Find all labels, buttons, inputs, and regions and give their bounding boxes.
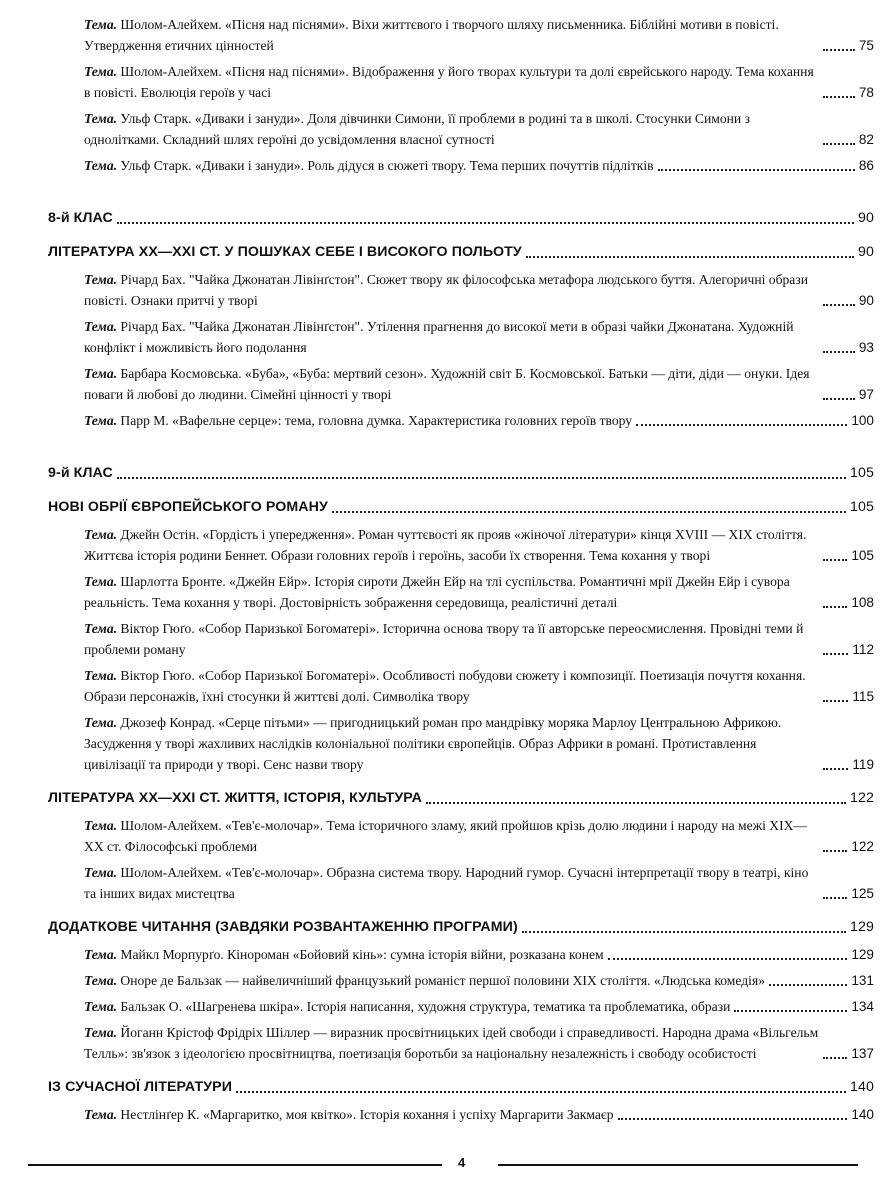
toc-entry[interactable] [0, 996, 886, 1017]
dot-leader [823, 652, 848, 655]
dot-leader [823, 95, 855, 98]
dot-leader [618, 1117, 848, 1120]
toc-entry[interactable] [0, 665, 886, 707]
toc-entry[interactable] [0, 815, 886, 857]
topic-label: Тема. [84, 17, 118, 32]
dot-leader [823, 142, 855, 145]
page-number: 119 [852, 757, 874, 772]
toc-entry[interactable] [0, 363, 886, 405]
entry-title: Нестлінґер К. «Маргаритко, моя квітко». Історія кохання і успіху Маргарити Закмаєр [120, 1107, 614, 1122]
dot-leader [117, 476, 846, 479]
dot-leader [426, 801, 846, 804]
section-title: 8-й КЛАС [48, 210, 113, 226]
topic-label: Тема. [84, 973, 118, 988]
toc-section-grade-8[interactable] [0, 208, 886, 229]
footer-rule-right [498, 1164, 858, 1166]
dot-leader [823, 849, 847, 852]
entry-title: Парр М. «Вафельне серце»: тема, головна думка. Характеристика головних героїв твору [120, 413, 633, 428]
topic-label: Тема. [84, 64, 118, 79]
topic-label: Тема. [84, 574, 118, 589]
page-number: 137 [851, 1046, 874, 1061]
entry-title: Джозеф Конрад. «Серце пітьми» — пригодницький роман про мандрівку моряка Марлоу Центральною Африкою. Засудження у творі жахливих наслідків колоніальної політики європейців. Образ Африки в романі. Протиставлення цивілізації та природи у творі. Сенс назви твору [84, 715, 782, 772]
entry-title: Віктор Гюґо. «Собор Паризької Богоматері». Історична основа твору та її авторське переосмислення. Провідні теми й проблеми роману [84, 621, 804, 657]
page-number: 82 [858, 132, 874, 147]
toc-entry[interactable] [0, 108, 886, 150]
entry-title: Річард Бах. "Чайка Джонатан Лівінґстон". Сюжет твору як філософська метафора людського буття. Алегоричні образи повісті. Ознаки притчі у творі [84, 272, 808, 308]
topic-label: Тема. [84, 865, 118, 880]
dot-leader [823, 303, 855, 306]
dot-leader [823, 605, 847, 608]
page-number: 134 [851, 999, 874, 1014]
toc-entry[interactable] [0, 970, 886, 991]
page-number: 105 [851, 548, 874, 563]
toc-entry[interactable] [0, 862, 886, 904]
page-number: 125 [851, 886, 874, 901]
toc-section[interactable] [0, 917, 886, 938]
toc-entry[interactable] [0, 61, 886, 103]
entry-title: Шолом-Алейхем. «Тев'є-молочар». Образна система твору. Народний гумор. Сучасні інтерпретації твору в театрі, кіно та інших видах мистецтва [84, 865, 809, 901]
page-number: 90 [858, 210, 874, 226]
section-title: 9-й КЛАС [48, 465, 113, 481]
toc-entry[interactable] [0, 1104, 886, 1125]
topic-label: Тема. [84, 668, 118, 683]
toc-entry[interactable] [0, 14, 886, 56]
dot-leader [823, 767, 848, 770]
spacer [0, 436, 886, 450]
entry-title: Джейн Остін. «Гордість і упередження». Роман чуттєвості як прояв «жіночої літератури» кінця XVIII — XIX століття. Життєва історія родини Беннет. Образи головних героїв і героїнь, засоби їх створення. Тема кохання у творі [84, 527, 807, 563]
entry-title: Віктор Гюґо. «Собор Паризької Богоматері». Особливості побудови сюжету і композиції. Поетизація почуття кохання. Образи персонажів, їхні стосунки й життєві долі. Символіка твору [84, 668, 806, 704]
topic-label: Тема. [84, 947, 118, 962]
page-number: 129 [850, 919, 874, 935]
toc-entry[interactable] [0, 524, 886, 566]
page-number: 93 [858, 340, 874, 355]
topic-label: Тема. [84, 715, 118, 730]
page-number: 97 [858, 387, 874, 402]
toc-section[interactable] [0, 242, 886, 263]
topic-label: Тема. [84, 621, 118, 636]
dot-leader [823, 350, 855, 353]
topic-label: Тема. [84, 319, 118, 334]
entry-title: Йоганн Крістоф Фрідріх Шіллер — виразник просвітницьких ідей свободи і справедливості. Народна драма «Вільгельм Телль»: зв'язок з ідеологією просвітництва, поетизація боротьби за національну незалежність і свободу особистості [84, 1025, 819, 1061]
page-number: 78 [858, 85, 874, 100]
dot-leader [636, 423, 847, 426]
dot-leader [823, 1056, 847, 1059]
section-title: ІЗ СУЧАСНОЇ ЛІТЕРАТУРИ [48, 1079, 233, 1095]
topic-label: Тема. [84, 366, 118, 381]
page-number: 105 [850, 465, 874, 481]
toc-entry[interactable] [0, 571, 886, 613]
entry-title: Шолом-Алейхем. «Тев'є-молочар». Тема історичного зламу, який пройшов крізь долю людини і народу на межі XIX—XX ст. Філософські проблеми [84, 818, 808, 854]
topic-label: Тема. [84, 999, 118, 1014]
dot-leader [236, 1090, 846, 1093]
entry-title: Майкл Морпурґо. Кінороман «Бойовий кінь»: сумна історія війни, розказана конем [120, 947, 604, 962]
page-number: 112 [852, 642, 874, 657]
dot-leader [823, 397, 855, 400]
page-number: 122 [851, 839, 874, 854]
entry-title: Ульф Старк. «Диваки і зануди». Роль дідуся в сюжеті твору. Тема перших почуттів підлітків [120, 158, 654, 173]
entry-title: Бальзак О. «Шагренева шкіра». Історія написання, художня структура, тематика та проблематика, образи [120, 999, 731, 1014]
dot-leader [526, 255, 854, 258]
topic-label: Тема. [84, 818, 118, 833]
topic-label: Тема. [84, 272, 118, 287]
entry-title: Річард Бах. "Чайка Джонатан Лівінґстон". Утілення прагнення до високої мети в образі чайки Джонатана. Художній конфлікт і можливість його подолання [84, 319, 794, 355]
toc-entry[interactable] [0, 410, 886, 431]
table-of-contents [0, 14, 886, 1130]
page-number: 140 [850, 1079, 874, 1095]
page-number: 129 [851, 947, 874, 962]
page-number: 75 [858, 38, 874, 53]
page-number: 105 [850, 499, 874, 515]
topic-label: Тема. [84, 111, 118, 126]
dot-leader [823, 699, 848, 702]
page-number: 108 [851, 595, 874, 610]
dot-leader [823, 48, 855, 51]
spacer [0, 181, 886, 195]
entry-title: Барбара Космовська. «Буба», «Буба: мертвий сезон». Художній світ Б. Космовської. Батьки — діти, діди — онуки. Ідея поваги й любові до людини. Сімейні цінності у творі [84, 366, 810, 402]
page-number: 131 [851, 973, 874, 988]
toc-section[interactable] [0, 497, 886, 518]
entry-title: Оноре де Бальзак — найвеличніший французький романіст першої половини XIX століття. «Людська комедія» [120, 973, 766, 988]
section-title: ДОДАТКОВЕ ЧИТАННЯ (ЗАВДЯКИ РОЗВАНТАЖЕННЮ ПРОГРАМИ) [48, 919, 518, 935]
toc-section[interactable] [0, 1077, 886, 1098]
toc-section[interactable] [0, 788, 886, 809]
toc-entry[interactable] [0, 155, 886, 176]
topic-label: Тема. [84, 413, 118, 428]
entry-title: Шолом-Алейхем. «Пісня над піснями». Віхи життєвого і творчого шляху письменника. Біблійні мотиви в повісті. Утвердження етичних цінностей [84, 17, 779, 53]
page-number: 86 [858, 158, 874, 173]
page-footer [28, 1152, 858, 1176]
topic-label: Тема. [84, 527, 118, 542]
entry-title: Ульф Старк. «Диваки і зануди». Доля дівчинки Симони, її проблеми в родині та в школі. Стосунки Симони з однолітками. Складний шлях героїні до усвідомлення власної сутності [84, 111, 750, 147]
dot-leader [823, 896, 847, 899]
toc-entry[interactable] [0, 1022, 886, 1064]
dot-leader [734, 1009, 847, 1012]
entry-title: Шарлотта Бронте. «Джейн Ейр». Історія сироти Джейн Ейр на тлі суспільства. Романтичні мрії Джейн Ейр і сувора реальність. Тема кохання у творі. Достовірність зображення середовища, реалістичні деталі [84, 574, 790, 610]
page-number: 115 [852, 689, 874, 704]
section-title: НОВІ ОБРІЇ ЄВРОПЕЙСЬКОГО РОМАНУ [48, 499, 328, 515]
section-title: ЛІТЕРАТУРА XX—XXI СТ. ЖИТТЯ, ІСТОРІЯ, КУЛЬТУРА [48, 790, 422, 806]
footer-rule-left [28, 1164, 442, 1166]
page-number: 122 [850, 790, 874, 806]
dot-leader [522, 930, 846, 933]
topic-label: Тема. [84, 1025, 118, 1040]
dot-leader [658, 168, 855, 171]
dot-leader [608, 957, 848, 960]
section-title: ЛІТЕРАТУРА XX—XXI СТ. У ПОШУКАХ СЕБЕ І ВИСОКОГО ПОЛЬОТУ [48, 244, 522, 260]
page-number: 100 [851, 413, 874, 428]
page-number: 90 [858, 244, 874, 260]
toc-entry[interactable] [0, 316, 886, 358]
footer-page-number: 4 [458, 1155, 466, 1170]
dot-leader [769, 983, 847, 986]
page-number: 140 [851, 1107, 874, 1122]
dot-leader [332, 510, 846, 513]
page-number: 90 [858, 293, 874, 308]
toc-entry[interactable] [0, 712, 886, 775]
dot-leader [823, 558, 847, 561]
toc-entry[interactable] [0, 618, 886, 660]
topic-label: Тема. [84, 1107, 118, 1122]
entry-title: Шолом-Алейхем. «Пісня над піснями». Відображення у його творах культури та долі єврейського народу. Тема кохання в повісті. Еволюція героїв у часі [84, 64, 814, 100]
dot-leader [117, 221, 854, 224]
toc-entry[interactable] [0, 269, 886, 311]
topic-label: Тема. [84, 158, 118, 173]
toc-section-grade-9[interactable] [0, 463, 886, 484]
toc-entry[interactable] [0, 944, 886, 965]
